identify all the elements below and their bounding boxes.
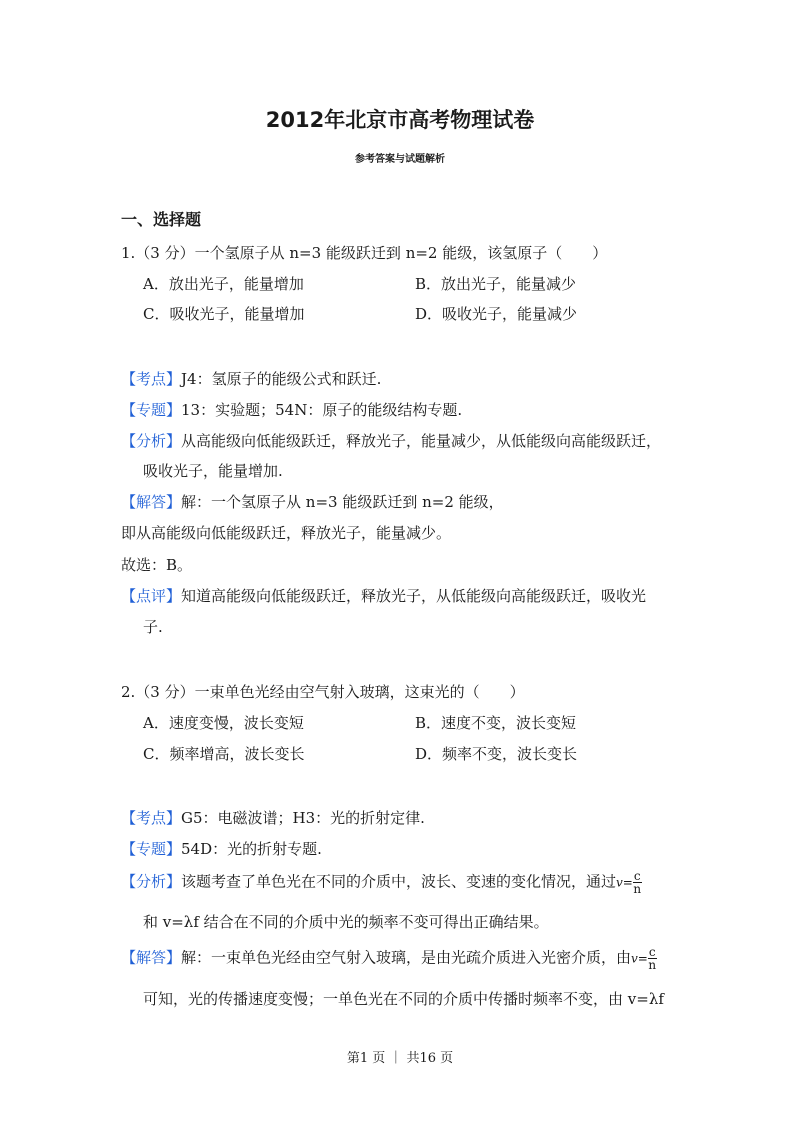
question-1-option-c: C．吸收光子，能量增加: [143, 305, 305, 323]
q1-fenxi: [121, 430, 661, 451]
q1-zhuanti-text: 13：实验题；54N：原子的能级结构专题.: [181, 401, 463, 419]
q1-jieda: [121, 491, 504, 512]
question-2-option-d: D．频率不变，波长变长: [415, 745, 578, 763]
q2-jieda-text-1: 解：一束单色光经由空气射入玻璃，是由光疏介质进入光密介质，由: [181, 948, 632, 967]
q1-jieda-text-2: 即从高能级向低能级跃迁，释放光子，能量减少。: [121, 524, 452, 542]
q2-fenxi: [121, 870, 642, 895]
question-1-option-b: B．放出光子，能量减少: [415, 275, 577, 293]
q1-jieda-tag: 【解答】: [121, 493, 182, 511]
q2-fenxi-formula-den: n: [633, 882, 642, 896]
page-title: 2012年北京市高考物理试卷: [265, 108, 535, 132]
q2-fenxi-text-1: 该题考查了单色光在不同的介质中，波长、变速的变化情况，通过: [181, 872, 617, 891]
q1-kaodian-text: J4：氢原子的能级公式和跃迁.: [181, 370, 382, 388]
question-1-option-a: A．放出光子，能量增加: [143, 275, 304, 293]
q2-jieda-text-2: 可知，光的传播速度变慢；一单色光在不同的介质中传播时频率不变，由 v=λf: [143, 990, 664, 1008]
q2-kaodian: [121, 807, 425, 828]
page-footer: 第1 页 ｜ 共16 页: [346, 1051, 454, 1066]
question-1-option-d: D．吸收光子，能量减少: [415, 305, 578, 323]
q1-dianping-text-1: 知道高能级向低能级跃迁，释放光子，从低能级向高能级跃迁，吸收光: [181, 587, 647, 605]
q1-kaodian: [121, 368, 381, 389]
q2-zhuanti: [121, 838, 322, 859]
q2-jieda-formula-fraction: [648, 946, 657, 971]
q1-kaodian-tag: 【考点】: [121, 370, 182, 388]
section-title: 一、选择题: [121, 210, 202, 229]
page-subtitle: 参考答案与试题解析: [355, 154, 445, 165]
q1-fenxi-tag: 【分析】: [121, 432, 182, 450]
question-2-stem: 2.（3 分）一束单色光经由空气射入玻璃，这束光的（ ）: [121, 683, 525, 701]
q1-fenxi-text-2: 吸收光子，能量增加.: [143, 462, 283, 480]
q1-zhuanti-tag: 【专题】: [121, 401, 182, 419]
question-2-option-a: A．速度变慢，波长变短: [143, 714, 304, 732]
q2-kaodian-text: G5：电磁波谱；H3：光的折射定律.: [181, 809, 425, 827]
q2-zhuanti-text: 54D：光的折射专题.: [181, 840, 322, 858]
q1-jieda-text-1: 解：一个氢原子从 n=3 能级跃迁到 n=2 能级，: [181, 493, 504, 511]
q2-jieda-formula-den: n: [648, 958, 657, 972]
q2-zhuanti-tag: 【专题】: [121, 840, 182, 858]
question-2-option-b: B．速度不变，波长变短: [415, 714, 577, 732]
q1-jieda-text-3: 故选：B。: [121, 556, 193, 574]
q2-jieda-formula-num: c: [648, 945, 656, 959]
q2-fenxi-formula-num: c: [633, 869, 641, 883]
q2-jieda: [121, 946, 657, 971]
q2-kaodian-tag: 【考点】: [121, 809, 182, 827]
q2-fenxi-formula-lhs: v=: [616, 875, 633, 890]
q2-jieda-tag: 【解答】: [121, 948, 182, 967]
q2-fenxi-text-2: 和 v=λf 结合在不同的介质中光的频率不变可得出正确结果。: [143, 913, 549, 931]
q2-jieda-formula-lhs: v=: [631, 951, 648, 966]
q2-fenxi-tag: 【分析】: [121, 872, 182, 891]
q2-fenxi-formula-fraction: [633, 870, 642, 895]
question-2-option-c: C．频率增高，波长变长: [143, 745, 305, 763]
q1-zhuanti: [121, 399, 462, 420]
q1-fenxi-text-1: 从高能级向低能级跃迁，释放光子，能量减少，从低能级向高能级跃迁，: [181, 432, 662, 450]
q1-dianping-text-2: 子.: [143, 618, 163, 636]
q1-dianping: [121, 585, 646, 606]
question-1-stem: 1.（3 分）一个氢原子从 n=3 能级跃迁到 n=2 能级，该氢原子（ ）: [121, 244, 608, 262]
q1-dianping-tag: 【点评】: [121, 587, 182, 605]
